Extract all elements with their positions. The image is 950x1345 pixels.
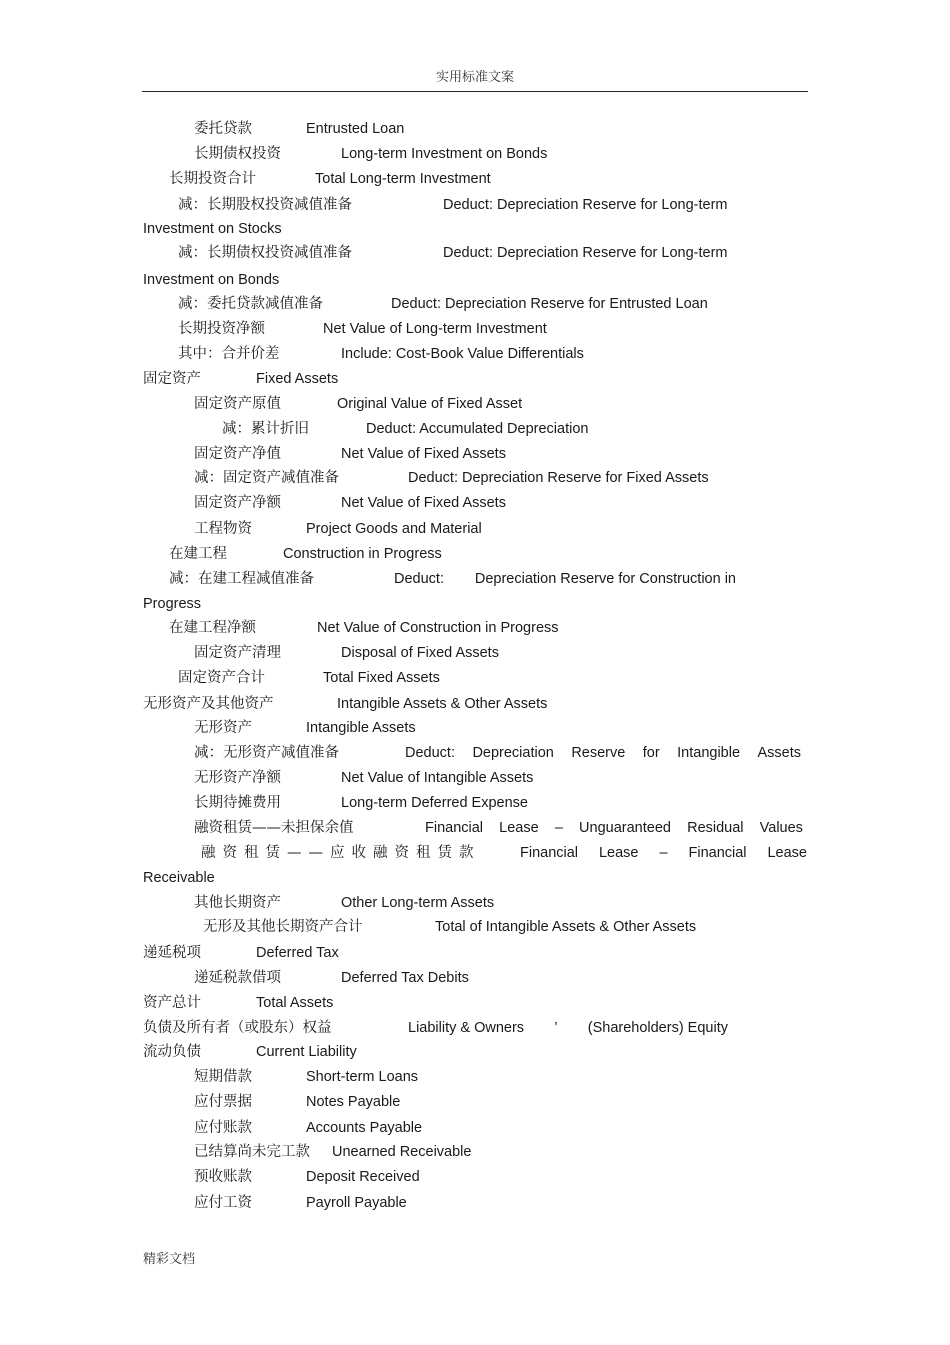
english-term: Include: Cost-Book Value Differentials [341, 346, 584, 362]
chinese-term: 长期债权投资 [194, 146, 281, 162]
english-term [520, 844, 807, 862]
english-term: Intangible Assets & Other Assets [337, 696, 548, 712]
english-term: Net Value of Fixed Assets [341, 446, 506, 462]
english-term-word: Financial [520, 845, 579, 861]
chinese-term: 其中：合并价差 [178, 346, 280, 362]
chinese-term: 委托贷款 [194, 121, 252, 137]
chinese-term: 融资租赁——未担保余值 [194, 820, 354, 836]
english-term-word: Liability & Owners [408, 1020, 525, 1036]
english-term-word: – [659, 845, 668, 861]
english-term: Deduct: Depreciation Reserve for Long-term [443, 197, 728, 213]
english-term: Notes Payable [306, 1094, 401, 1110]
chinese-term: 无形资产 [194, 720, 252, 736]
english-term: Deferred Tax [256, 945, 339, 961]
chinese-term: 固定资产原值 [194, 396, 281, 412]
english-term: Deduct: Depreciation Reserve for Long-term [443, 245, 728, 261]
chinese-term: 无形及其他长期资产合计 [203, 919, 363, 935]
chinese-term: 无形资产及其他资产 [143, 696, 274, 712]
english-term [394, 570, 736, 588]
chinese-term: 无形资产净额 [194, 770, 281, 786]
english-term [408, 1019, 728, 1037]
english-term: Net Value of Intangible Assets [341, 770, 534, 786]
chinese-term: 应付账款 [194, 1120, 252, 1136]
chinese-term: 负债及所有者（或股东）权益 [143, 1020, 332, 1036]
chinese-term: 递延税款借项 [194, 970, 281, 986]
page-footer: 精彩文档 [143, 1252, 196, 1267]
header-divider [142, 91, 808, 92]
chinese-term: 固定资产清理 [194, 645, 281, 661]
english-term: Long-term Investment on Bonds [341, 146, 548, 162]
english-term [425, 819, 803, 837]
english-term: Total Fixed Assets [323, 670, 440, 686]
english-term-continuation: Investment on Bonds [143, 272, 280, 288]
english-term: Deduct: Depreciation Reserve for Fixed Assets [408, 470, 709, 486]
english-term-word: Reserve [571, 745, 626, 761]
chinese-term: 工程物资 [194, 521, 252, 537]
english-term-word: Lease [499, 820, 539, 836]
english-term-word: – [554, 820, 563, 836]
english-term-word: Depreciation [472, 745, 554, 761]
chinese-term: 其他长期资产 [194, 895, 281, 911]
english-term-continuation: Progress [143, 596, 202, 612]
english-term: Unearned Receivable [332, 1144, 472, 1160]
chinese-term: 减：固定资产减值准备 [194, 470, 339, 486]
chinese-term: 减：在建工程减值准备 [169, 571, 314, 587]
english-term-word: Unguaranteed [579, 820, 671, 836]
chinese-term: 减：无形资产减值准备 [194, 745, 339, 761]
chinese-term: 固定资产净值 [194, 446, 281, 462]
english-term: Total Long-term Investment [315, 171, 491, 187]
english-term: Deferred Tax Debits [341, 970, 469, 986]
english-term: Net Value of Construction in Progress [317, 620, 559, 636]
chinese-term: 融资租赁——应收融资租赁款 [201, 845, 481, 861]
english-term: Entrusted Loan [306, 121, 405, 137]
english-term: Short-term Loans [306, 1069, 419, 1085]
chinese-term: 应付票据 [194, 1094, 252, 1110]
english-term: Net Value of Fixed Assets [341, 495, 506, 511]
english-term: Deduct: Depreciation Reserve for Entrusted Loan [391, 296, 708, 312]
english-term-continuation: Investment on Stocks [143, 221, 282, 237]
chinese-term: 固定资产 [143, 371, 201, 387]
chinese-term: 资产总计 [143, 995, 201, 1011]
english-term-word: Values [759, 820, 803, 836]
chinese-term: 递延税项 [143, 945, 201, 961]
chinese-term: 减：长期债权投资减值准备 [178, 245, 352, 261]
page-header-title: 实用标准文案 [435, 70, 514, 85]
english-term: Deduct: Accumulated Depreciation [366, 421, 589, 437]
english-term-word: Lease [767, 845, 807, 861]
english-term: Project Goods and Material [306, 521, 482, 537]
chinese-term: 在建工程净额 [169, 620, 256, 636]
chinese-term: 应付工资 [194, 1195, 252, 1211]
english-term-word: for [642, 745, 660, 761]
chinese-term: 已结算尚未完工款 [194, 1144, 310, 1160]
english-term: Deposit Received [306, 1169, 420, 1185]
english-term: Fixed Assets [256, 371, 339, 387]
english-term: Disposal of Fixed Assets [341, 645, 499, 661]
chinese-term: 减：长期股权投资减值准备 [178, 197, 352, 213]
english-term-word: Deduct: [405, 745, 455, 761]
english-term-word: Intangible [677, 745, 741, 761]
english-term: Payroll Payable [306, 1195, 407, 1211]
english-term-word: Financial [425, 820, 484, 836]
english-term-word: Deduct: [394, 571, 444, 587]
english-term: Total of Intangible Assets & Other Assets [435, 919, 697, 935]
english-term: Current Liability [256, 1044, 357, 1060]
english-term-word: Residual [687, 820, 744, 836]
english-term-word: Assets [757, 745, 801, 761]
english-term-continuation: Receivable [143, 870, 215, 886]
chinese-term: 减：累计折旧 [222, 421, 309, 437]
chinese-term: 长期投资净额 [178, 321, 265, 337]
chinese-term: 流动负债 [143, 1044, 201, 1060]
english-term: Total Assets [256, 995, 334, 1011]
chinese-term: 固定资产合计 [178, 670, 265, 686]
english-term-word: (Shareholders) Equity [587, 1020, 728, 1036]
chinese-term: 在建工程 [169, 546, 227, 562]
english-term: Net Value of Long-term Investment [323, 321, 547, 337]
english-term-word: Lease [598, 845, 639, 861]
english-term-word: Financial [688, 845, 747, 861]
english-term-word: Depreciation Reserve for Construction in [474, 571, 736, 587]
chinese-term: 减：委托贷款减值准备 [178, 296, 323, 312]
english-term [405, 744, 801, 762]
english-term: Accounts Payable [306, 1120, 423, 1136]
english-term: Original Value of Fixed Asset [337, 396, 523, 412]
english-term: Construction in Progress [283, 546, 442, 562]
english-term: Intangible Assets [306, 720, 416, 736]
english-term-word: ’ [554, 1020, 558, 1036]
chinese-term: 长期待摊费用 [194, 795, 281, 811]
chinese-term: 短期借款 [194, 1069, 252, 1085]
chinese-term: 固定资产净额 [194, 495, 281, 511]
chinese-term: 长期投资合计 [169, 171, 256, 187]
english-term: Long-term Deferred Expense [341, 795, 528, 811]
chinese-term: 预收账款 [194, 1169, 252, 1185]
english-term: Other Long-term Assets [341, 895, 495, 911]
